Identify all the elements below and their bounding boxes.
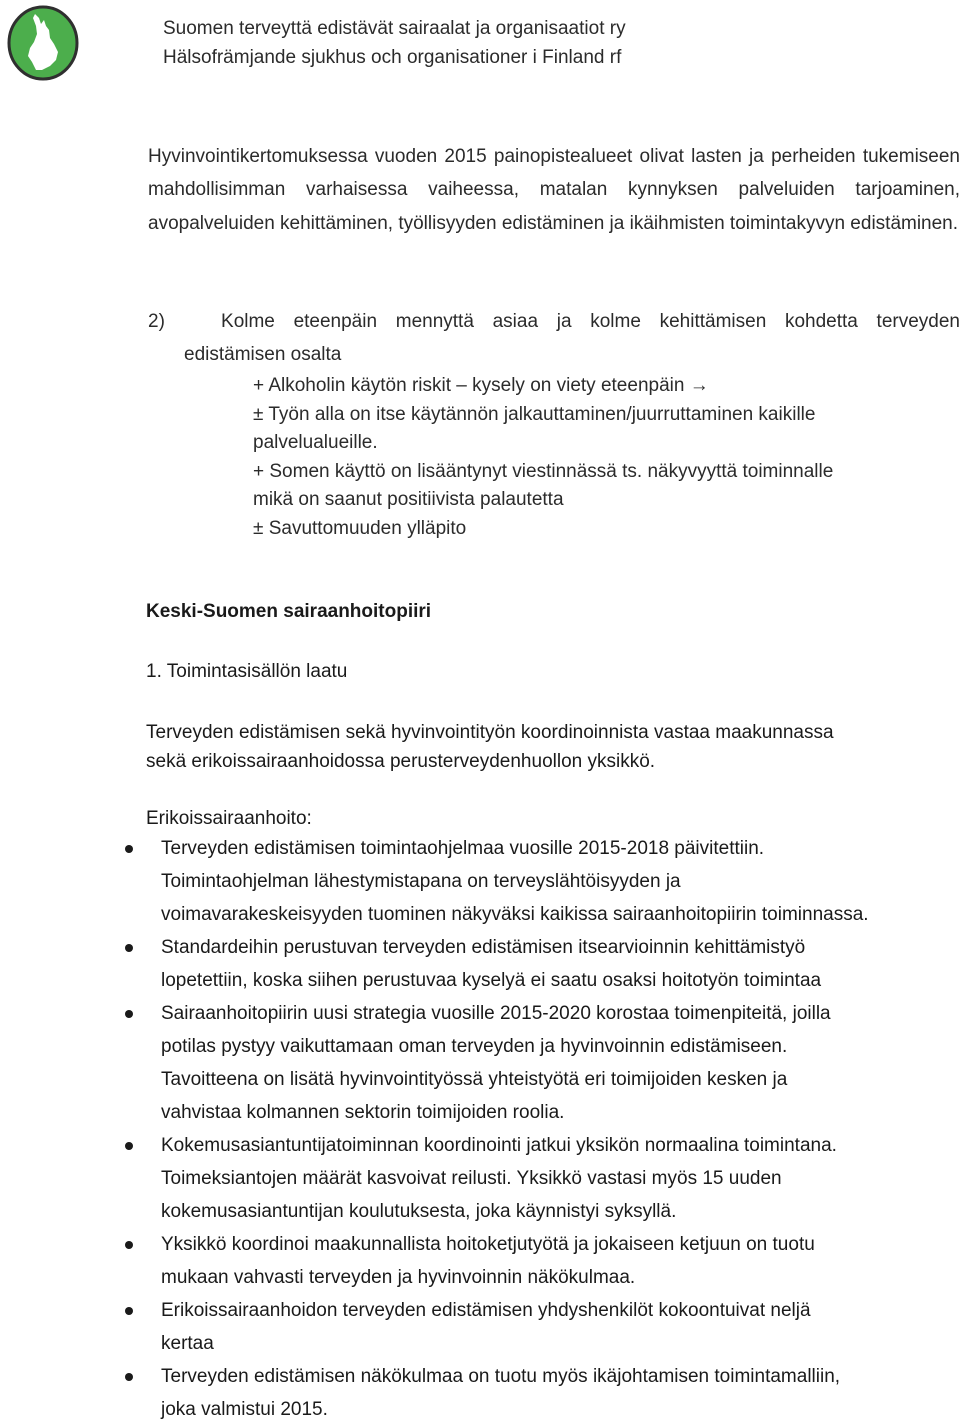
- sublist-line: palvelualueille.: [253, 432, 378, 453]
- list-item: [161, 1129, 960, 1228]
- bullet-icon: [125, 944, 133, 952]
- sublist-line: mikä on saanut positiivista palautetta: [253, 489, 564, 510]
- list-item: [161, 931, 960, 997]
- bullet-icon: [125, 1307, 133, 1315]
- bullet-icon: [125, 1373, 133, 1381]
- org-name-finnish: Suomen terveyttä edistävät sairaalat ja organisaatiot ry: [163, 18, 626, 39]
- list-item-line: Erikoissairaanhoidon terveyden edistämisen yhdyshenkilöt kokoontuivat neljä: [161, 1300, 811, 1321]
- finland-map-logo-icon: [6, 4, 80, 82]
- list-title: Erikoissairaanhoito:: [146, 808, 312, 829]
- numbered-item-2: [148, 305, 960, 371]
- list-item-line: voimavarakeskeisyyden tuominen näkyväksi kaikissa sairaanhoitopiirin toiminnassa.: [161, 904, 869, 925]
- sublist-line: ± Työn alla on itse käytännön jalkauttaminen/juurruttaminen kaikille: [253, 403, 816, 425]
- item-2-sublist: [253, 372, 943, 543]
- list-item-line: Standardeihin perustuvan terveyden edistämisen itsearvioinnin kehittämistyö: [161, 937, 806, 958]
- bullet-icon: [125, 1241, 133, 1249]
- bullet-icon: [125, 1142, 133, 1150]
- item-2-first-line: [148, 305, 960, 338]
- intro-paragraph: Hyvinvointikertomuksessa vuoden 2015 painopistealueet olivat lasten ja perheiden tukemiseen mahdollisimman varhaisessa vaiheessa, matalan kynnyksen palveluiden tarjoaminen, avopalveluiden kehittäminen, työllisyyden edistäminen ja ikäihmisten toimintakyvyn edistäminen.: [148, 146, 960, 234]
- sublist-line: + Alkoholin käytön riskit – kysely on viety eteenpäin →: [253, 375, 709, 396]
- section-subheading: 1. Toimintasisällön laatu: [146, 661, 348, 682]
- list-item: [161, 997, 960, 1129]
- item-2-number: 2): [148, 311, 165, 332]
- list-item-line: Terveyden edistämisen toimintaohjelmaa vuosille 2015-2018 päivitettiin.: [161, 838, 765, 859]
- list-item-line: potilas pystyy vaikuttamaan oman terveyden ja hyvinvoinnin edistämiseen.: [161, 1036, 788, 1057]
- list-item: [161, 1228, 960, 1294]
- list-item: [161, 1294, 960, 1360]
- org-name-swedish: Hälsofrämjande sjukhus och organisationer i Finland rf: [163, 47, 622, 68]
- list-item-line: Tavoitteena on lisätä hyvinvointityössä yhteistyötä eri toimijoiden kesken ja: [161, 1069, 788, 1090]
- sublist-line: + Somen käyttö on lisääntynyt viestinnässä ts. näkyvyyttä toiminnalle: [253, 460, 834, 482]
- list-item-line: Kokemusasiantuntijatoiminnan koordinointi jatkui yksikön normaalina toimintana.: [161, 1135, 837, 1156]
- list-item-line: kokemusasiantuntijan koulutuksesta, joka käynnistyi syksyllä.: [161, 1201, 677, 1222]
- list-item-line: Toimintaohjelman lähestymistapana on terveyslähtöisyyden ja: [161, 871, 681, 892]
- list-item-line: mukaan vahvasti terveyden ja hyvinvoinnin näkökulmaa.: [161, 1267, 636, 1288]
- list-item-line: Yksikkö koordinoi maakunnallista hoitoketjutyötä ja jokaiseen ketjuun on tuotu: [161, 1234, 815, 1255]
- section-paragraph-line: Terveyden edistämisen sekä hyvinvointityön koordinoinnista vastaa maakunnassa: [146, 722, 834, 743]
- item-2-line-1: Kolme eteenpäin mennyttä asiaa ja kolme kehittämisen kohdetta terveyden: [221, 311, 960, 332]
- sublist-line: ± Savuttomuuden ylläpito: [253, 517, 467, 539]
- item-2-line-2: edistämisen osalta: [184, 344, 342, 365]
- list-item: [161, 832, 960, 931]
- section-heading: Keski-Suomen sairaanhoitopiiri: [146, 601, 432, 622]
- list-item-line: kertaa: [161, 1333, 214, 1354]
- list-item-line: Terveyden edistämisen näkökulmaa on tuotu myös ikäjohtamisen toimintamalliin,: [161, 1366, 841, 1387]
- list-item: [161, 1360, 960, 1426]
- bullet-list: [161, 832, 960, 1426]
- section-paragraph-line: sekä erikoissairaanhoidossa perusterveydenhuollon yksikkö.: [146, 751, 656, 772]
- list-item-line: Toimeksiantojen määrät kasvoivat reilusti. Yksikkö vastasi myös 15 uuden: [161, 1168, 782, 1189]
- list-item-line: Sairaanhoitopiirin uusi strategia vuosille 2015-2020 korostaa toimenpiteitä, joilla: [161, 1003, 831, 1024]
- bullet-icon: [125, 845, 133, 853]
- list-item-line: joka valmistui 2015.: [161, 1399, 328, 1420]
- list-item-line: lopetettiin, koska siihen perustuvaa kyselyä ei saatu osaksi hoitotyön toimintaa: [161, 970, 822, 991]
- bullet-icon: [125, 1010, 133, 1018]
- list-item-line: vahvistaa kolmannen sektorin toimijoiden roolia.: [161, 1102, 565, 1123]
